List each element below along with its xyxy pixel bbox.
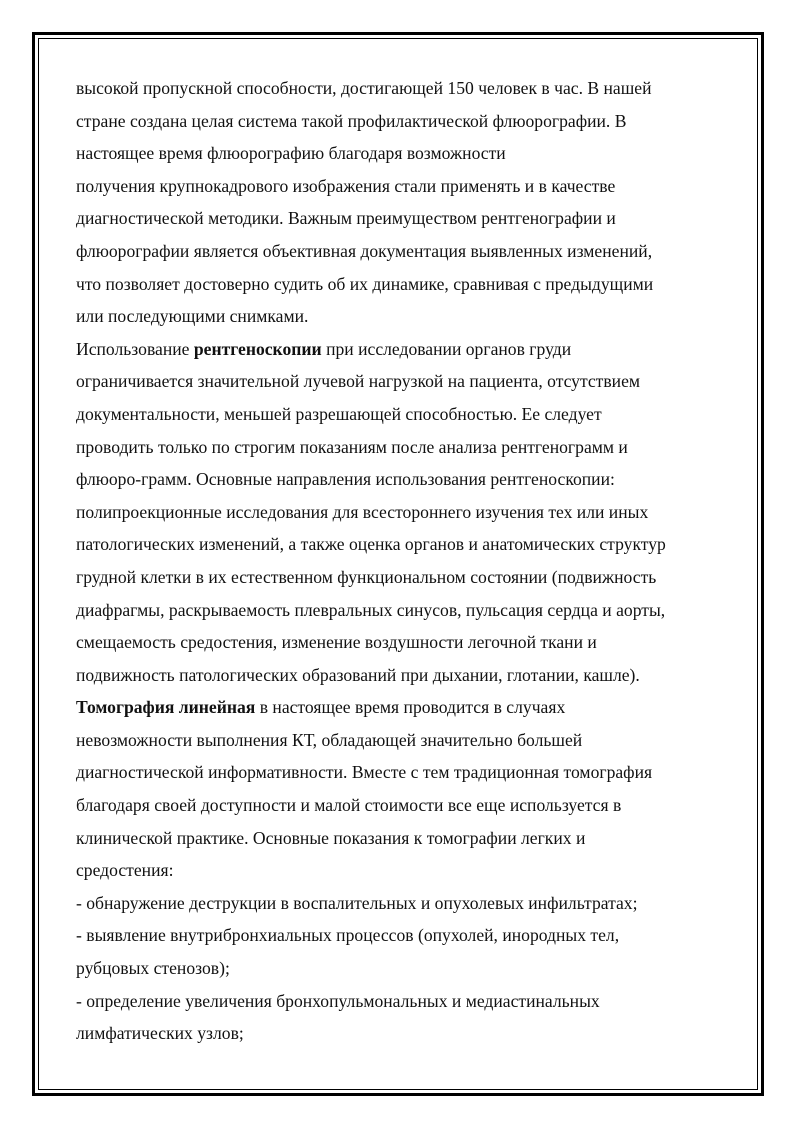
- text-line: средостения:: [76, 860, 174, 881]
- bold-term-fluoroscopy: рентгеноскопии: [193, 338, 322, 359]
- line-end: в настоящее время проводится в случаях: [255, 697, 566, 718]
- text-line: документальности, меньшей разрешающей способностью. Ее следует: [76, 403, 602, 424]
- list-item-continuation: рубцовых стенозов);: [76, 958, 230, 979]
- list-item: - обнаружение деструкции в воспалительных и опухолевых инфильтратах;: [76, 892, 638, 913]
- bold-term-linear-tomography: Томография линейная: [76, 697, 256, 718]
- list-item-continuation: лимфатических узлов;: [76, 1023, 244, 1044]
- text-line: или последующими снимками.: [76, 306, 309, 327]
- list-item: - выявление внутрибронхиальных процессов (опухолей, инородных тел,: [76, 925, 620, 946]
- text-line: грудной клетки в их естественном функциональном состоянии (подвижность: [76, 566, 657, 587]
- text-line: высокой пропускной способности, достигающей 150 человек в час. В нашей: [76, 78, 652, 98]
- list-item: - определение увеличения бронхопульмональных и медиастинальных: [76, 990, 600, 1011]
- text-line: получения крупнокадрового изображения стали применять и в качестве: [76, 175, 616, 196]
- document-body: [76, 72, 736, 1050]
- text-line-with-term: [76, 333, 736, 366]
- line-start: Использование: [76, 338, 194, 359]
- text-line: благодаря своей доступности и малой стоимости все еще используется в: [76, 795, 622, 816]
- line-end: при исследовании органов груди: [321, 338, 572, 359]
- text-line: диагностической методики. Важным преимуществом рентгенографии и: [76, 208, 616, 229]
- text-line: диагностической информативности. Вместе с тем традиционная томография: [76, 762, 653, 783]
- text-line: флюоро-грамм. Основные направления использования рентгеноскопии:: [76, 469, 615, 490]
- text-line-with-term: [76, 691, 736, 724]
- text-line: стране создана целая система такой профилактической флюорографии. В: [76, 110, 627, 131]
- text-line: полипроекционные исследования для всестороннего изучения тех или иных: [76, 501, 649, 522]
- text-line: настоящее время флюорографию благодаря возможности: [76, 143, 506, 164]
- text-line: что позволяет достоверно судить об их динамике, сравнивая с предыдущими: [76, 273, 654, 294]
- text-line: невозможности выполнения КТ, обладающей значительно большей: [76, 729, 583, 750]
- text-line: смещаемость средостения, изменение воздушности легочной ткани и: [76, 632, 597, 653]
- text-line: диафрагмы, раскрываемость плевральных синусов, пульсация сердца и аорты,: [76, 599, 666, 620]
- text-line: клинической практике. Основные показания к томографии легких и: [76, 827, 586, 848]
- text-line: проводить только по строгим показаниям после анализа рентгенограмм и: [76, 436, 628, 457]
- text-line: флюорографии является объективная документация выявленных изменений,: [76, 240, 653, 261]
- text-line: ограничивается значительной лучевой нагрузкой на пациента, отсутствием: [76, 371, 641, 392]
- text-line: подвижность патологических образований при дыхании, глотании, кашле).: [76, 664, 640, 685]
- text-line: патологических изменений, а также оценка органов и анатомических структур: [76, 534, 666, 555]
